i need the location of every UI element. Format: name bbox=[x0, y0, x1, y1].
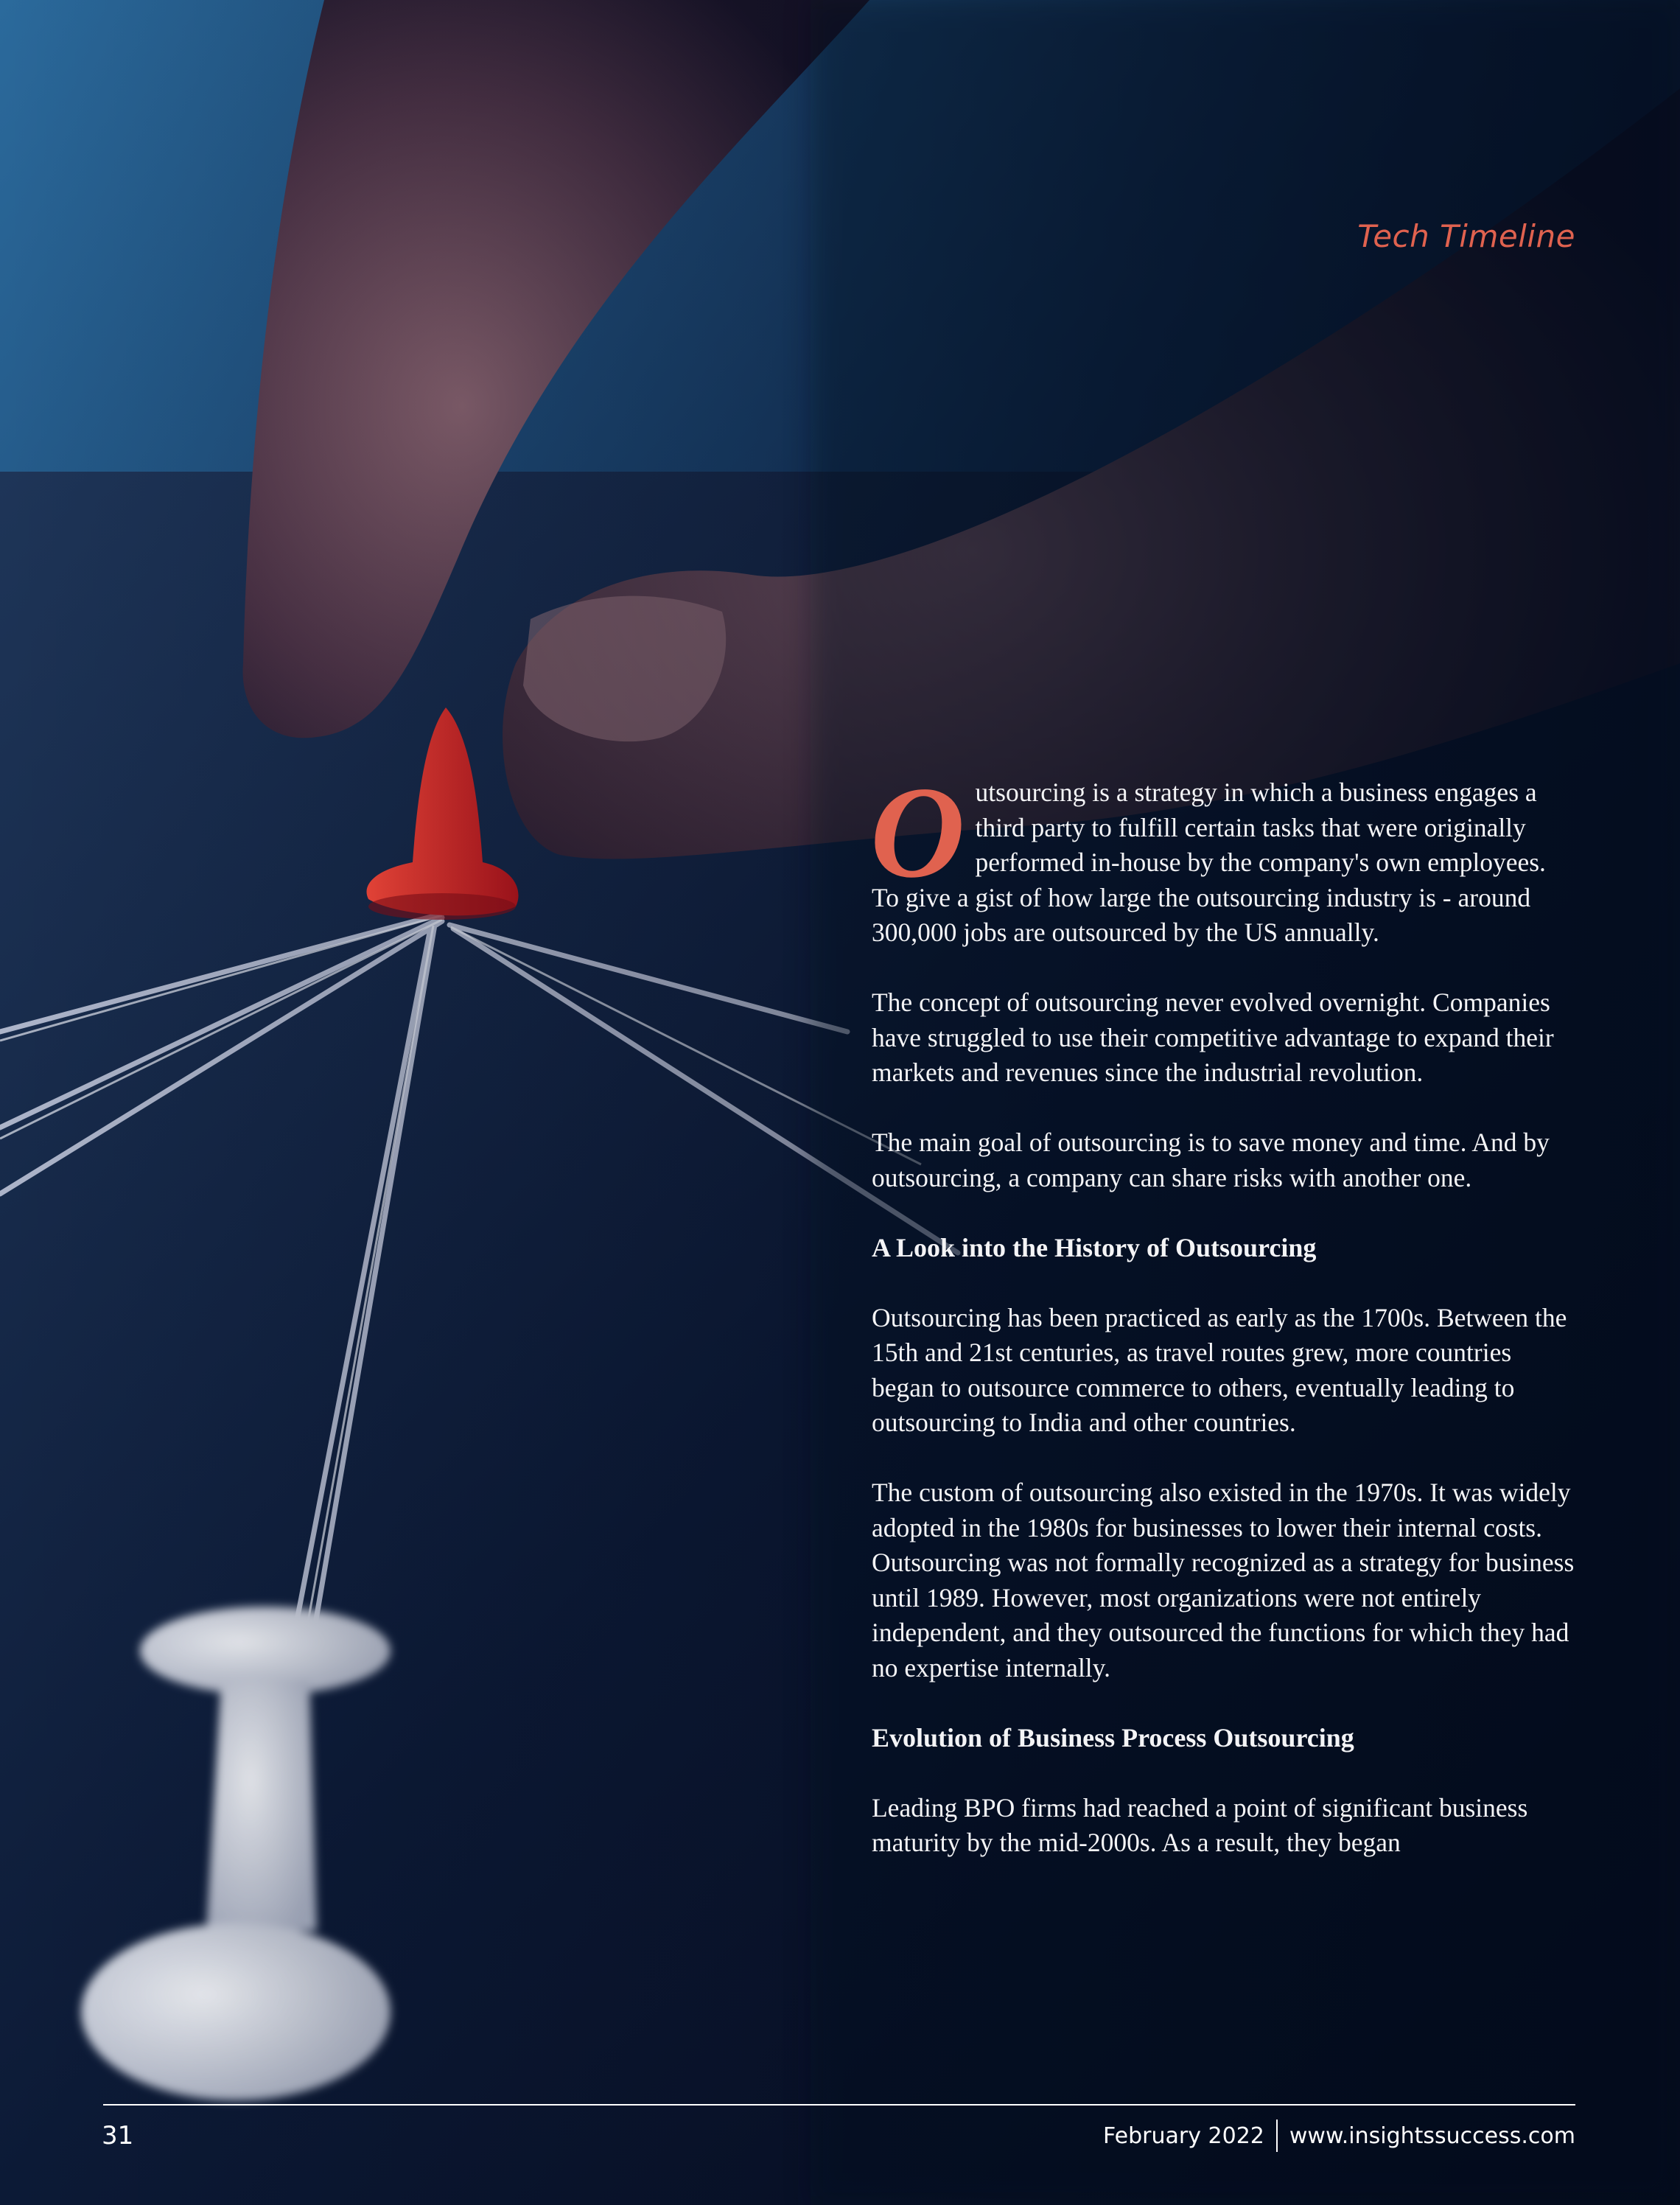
paragraph: The custom of outsourcing also existed in the 1970s. It was widely adopted in the 1980s for businesses to lower their internal costs. Outsourcing was not formally recognized as a strategy for business until 1989. However, most organizations were not entirely independent, and they outsourced the functions for which they had no expertise internally. bbox=[872, 1478, 1575, 1682]
website-link[interactable]: www.insightssuccess.com bbox=[1289, 2122, 1575, 2149]
section-label: Tech Timeline bbox=[1357, 218, 1575, 254]
footer-separator bbox=[1276, 2120, 1278, 2152]
paragraph: The main goal of outsourcing is to save money and time. And by outsourcing, a company can share risks with another one. bbox=[872, 1128, 1550, 1192]
page-number: 31 bbox=[102, 2121, 134, 2150]
section-heading: A Look into the History of Outsourcing bbox=[872, 1232, 1317, 1262]
intro-text: utsourcing is a strategy in which a business engages a third party to fulfill certain tasks that were originally performed in-house by the company's own employees. To give a gist of how large the outsourcing industry is - around 300,000 jobs are outsourced by the US annually. bbox=[872, 777, 1546, 947]
section-heading: Evolution of Business Process Outsourcing bbox=[872, 1722, 1354, 1753]
issue-date: February 2022 bbox=[1103, 2122, 1264, 2149]
drop-cap: O bbox=[870, 759, 965, 905]
paragraph: Outsourcing has been practiced as early as the 1700s. Between the 15th and 21st centuries, as travel routes grew, more countries began to outsource commerce to others, eventually leading to outsourcing to India and other countries. bbox=[872, 1302, 1567, 1437]
article-body bbox=[870, 759, 1579, 1895]
footer-info bbox=[1103, 2120, 1575, 2152]
paragraph: The concept of outsourcing never evolved overnight. Companies have struggled to use their competitive advantage to expand their markets and revenues since the industrial revolution. bbox=[872, 988, 1554, 1087]
intro-paragraph bbox=[870, 759, 1579, 951]
footer-divider bbox=[103, 2104, 1575, 2106]
paragraph: Leading BPO firms had reached a point of significant business maturity by the mid-2000s. As a result, they began bbox=[872, 1792, 1528, 1857]
